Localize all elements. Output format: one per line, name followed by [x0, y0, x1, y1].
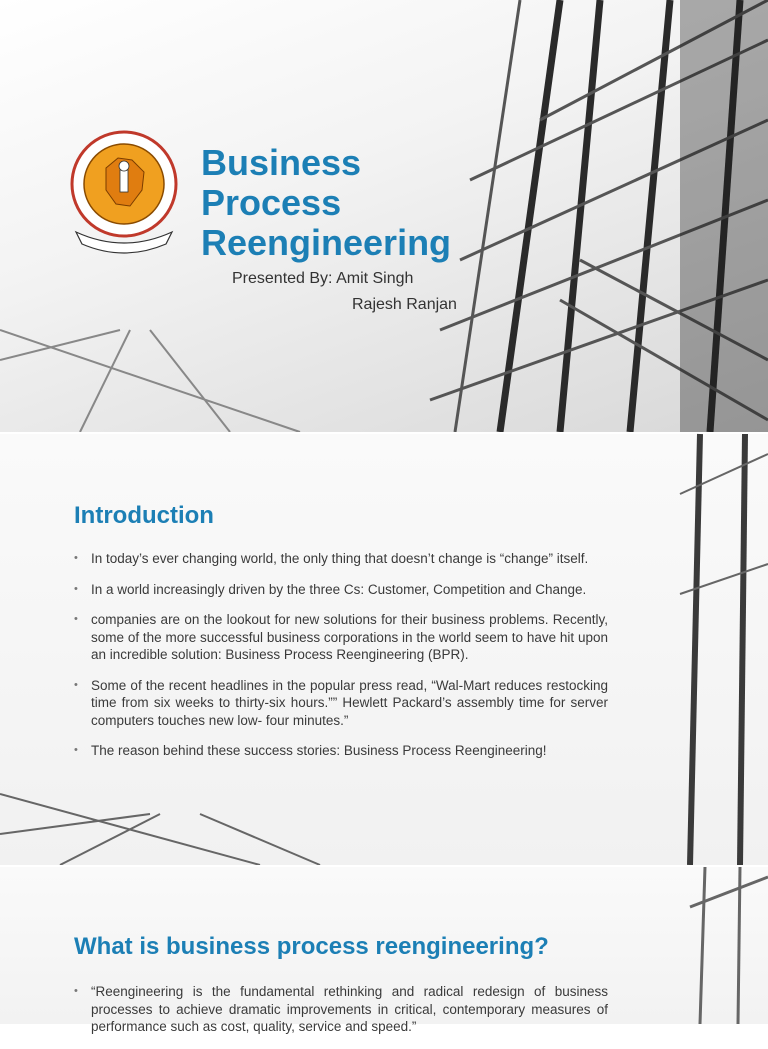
- list-item: • The reason behind these success stories: Business Process Reengineering!: [74, 743, 547, 758]
- list-item: • In today’s ever changing world, the only thing that doesn’t change is “change” itself.: [74, 551, 589, 566]
- title-line: Process: [201, 182, 342, 223]
- list-item: • In a world increasingly driven by the three Cs: Customer, Competition and Change.: [74, 581, 587, 597]
- list-item: • companies are on the lookout for new solutions for their business problems. Recently, some of the more successful business corporations in the world seem to have hit upon an incredible solution: Business Process Reengineering (BPR).: [74, 612, 608, 662]
- presentation-title: [201, 143, 451, 263]
- list-item: • Some of the recent headlines in the popular press read, “Wal-Mart reduces restocking time from six weeks to thirty-six hours.”” Hewlett Packard’s assembly time for server computers touches new low- four minutes.”: [74, 677, 608, 728]
- title-line: Reengineering: [201, 222, 452, 263]
- introduction-slide: [0, 434, 768, 865]
- list-item: • “Reengineering is the fundamental rethinking and radical redesign of business processes to achieve dramatic improvements in critical, contemporary measures of performance such as cost, quality, service and speed.”: [74, 984, 608, 1034]
- section-heading: Introduction: [74, 502, 214, 529]
- university-logo: [66, 128, 182, 258]
- bullet-list: [74, 983, 608, 1049]
- section-heading: What is business process reengineering?: [74, 933, 549, 960]
- title-slide: [0, 0, 768, 432]
- presented-by: Presented By: Amit Singh: [232, 270, 414, 287]
- presenter-name: Rajesh Ranjan: [352, 296, 457, 313]
- title-line: Business: [201, 142, 362, 183]
- bullet-list: [74, 550, 608, 773]
- definition-slide: [0, 867, 768, 1034]
